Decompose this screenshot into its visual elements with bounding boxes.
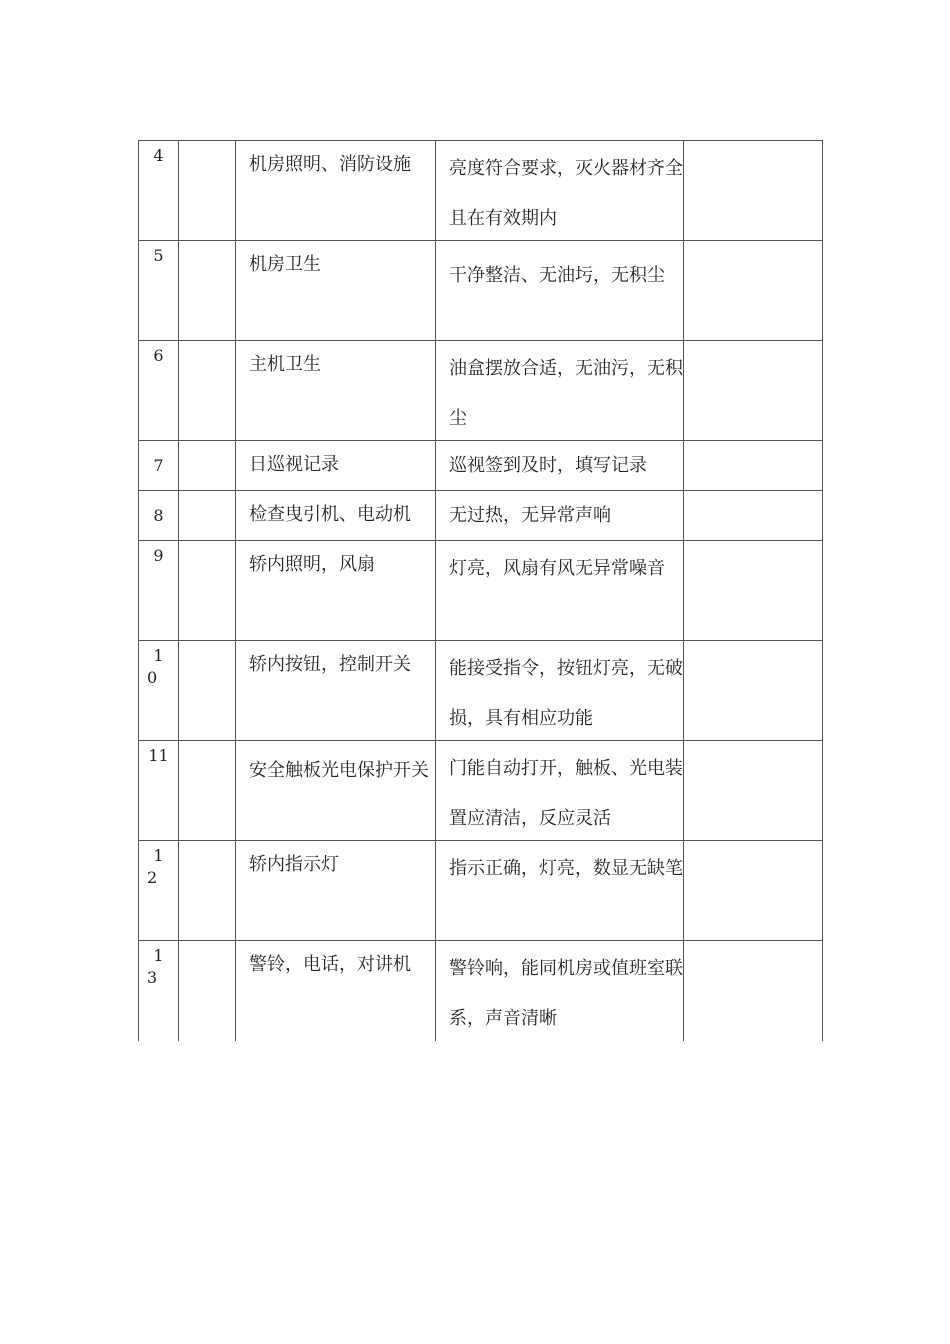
blank-cell: [179, 841, 236, 940]
blank-cell: [179, 741, 236, 840]
inspection-standard: 巡视签到及时，填写记录: [436, 441, 684, 490]
table-row: [139, 541, 822, 641]
row-number: 8: [139, 491, 179, 540]
inspection-standard: 无过热，无异常声响: [436, 491, 684, 540]
inspection-item: 日巡视记录: [236, 440, 436, 490]
remark-cell: [684, 641, 820, 740]
inspection-standard: 灯亮，风扇有风无异常噪音: [436, 541, 684, 640]
table-row: [139, 741, 822, 841]
row-number-line: 1: [153, 946, 164, 965]
remark-cell: [684, 491, 820, 540]
row-number: 5: [139, 241, 179, 340]
row-number: 11: [139, 741, 179, 840]
row-number-line: 1: [153, 646, 164, 665]
inspection-standard: 油盒摆放合适，无油污，无积尘: [436, 341, 684, 440]
remark-cell: [684, 441, 820, 490]
inspection-item: 轿内按钮，控制开关: [236, 640, 436, 740]
blank-cell: [179, 541, 236, 640]
inspection-standard: 指示正确，灯亮，数显无缺笔: [436, 841, 684, 940]
remark-cell: [684, 841, 820, 940]
inspection-item: 警铃，电话，对讲机: [236, 940, 436, 1041]
row-number-line: 1: [153, 846, 164, 865]
row-number: 6: [139, 341, 179, 440]
inspection-item: 机房照明、消防设施: [236, 140, 436, 240]
row-number: 7: [139, 441, 179, 490]
inspection-item: 安全触板光电保护开关: [236, 740, 436, 840]
row-number: 4: [139, 141, 179, 240]
blank-cell: [179, 141, 236, 240]
inspection-item: 轿内照明，风扇: [236, 540, 436, 640]
inspection-item: 轿内指示灯: [236, 840, 436, 940]
remark-cell: [684, 741, 820, 840]
row-number: [139, 941, 179, 1041]
blank-cell: [179, 441, 236, 490]
table-row: [139, 441, 822, 491]
blank-cell: [179, 341, 236, 440]
inspection-item: 检查曳引机、电动机: [236, 490, 436, 540]
table-row: [139, 341, 822, 441]
table-row: [139, 491, 822, 541]
remark-cell: [684, 241, 820, 340]
inspection-item: 机房卫生: [236, 240, 436, 340]
remark-cell: [684, 941, 820, 1041]
inspection-standard: 亮度符合要求，灭火器材齐全且在有效期内: [436, 141, 684, 240]
blank-cell: [179, 941, 236, 1041]
row-number: [139, 641, 179, 740]
blank-cell: [179, 241, 236, 340]
row-number: [139, 841, 179, 940]
table-row: [139, 141, 822, 241]
table-row: [139, 841, 822, 941]
inspection-item: 主机卫生: [236, 340, 436, 440]
blank-cell: [179, 491, 236, 540]
table-row: [139, 241, 822, 341]
row-number-line: 2: [147, 868, 166, 887]
inspection-standard: 警铃响，能同机房或值班室联系，声音清晰: [436, 941, 684, 1041]
inspection-standard: 干净整洁、无油圬，无积尘: [436, 241, 684, 340]
remark-cell: [684, 141, 820, 240]
blank-cell: [179, 641, 236, 740]
inspection-standard: 能接受指令，按钮灯亮，无破损，具有相应功能: [436, 641, 684, 740]
remark-cell: [684, 341, 820, 440]
table-row: [139, 941, 822, 1041]
row-number-line: 0: [147, 668, 166, 687]
table-row: [139, 641, 822, 741]
row-number-line: 3: [147, 968, 166, 987]
inspection-table: [138, 140, 823, 1041]
remark-cell: [684, 541, 820, 640]
inspection-standard: 门能自动打开，触板、光电装置应清洁，反应灵活: [436, 741, 684, 840]
row-number: 9: [139, 541, 179, 640]
